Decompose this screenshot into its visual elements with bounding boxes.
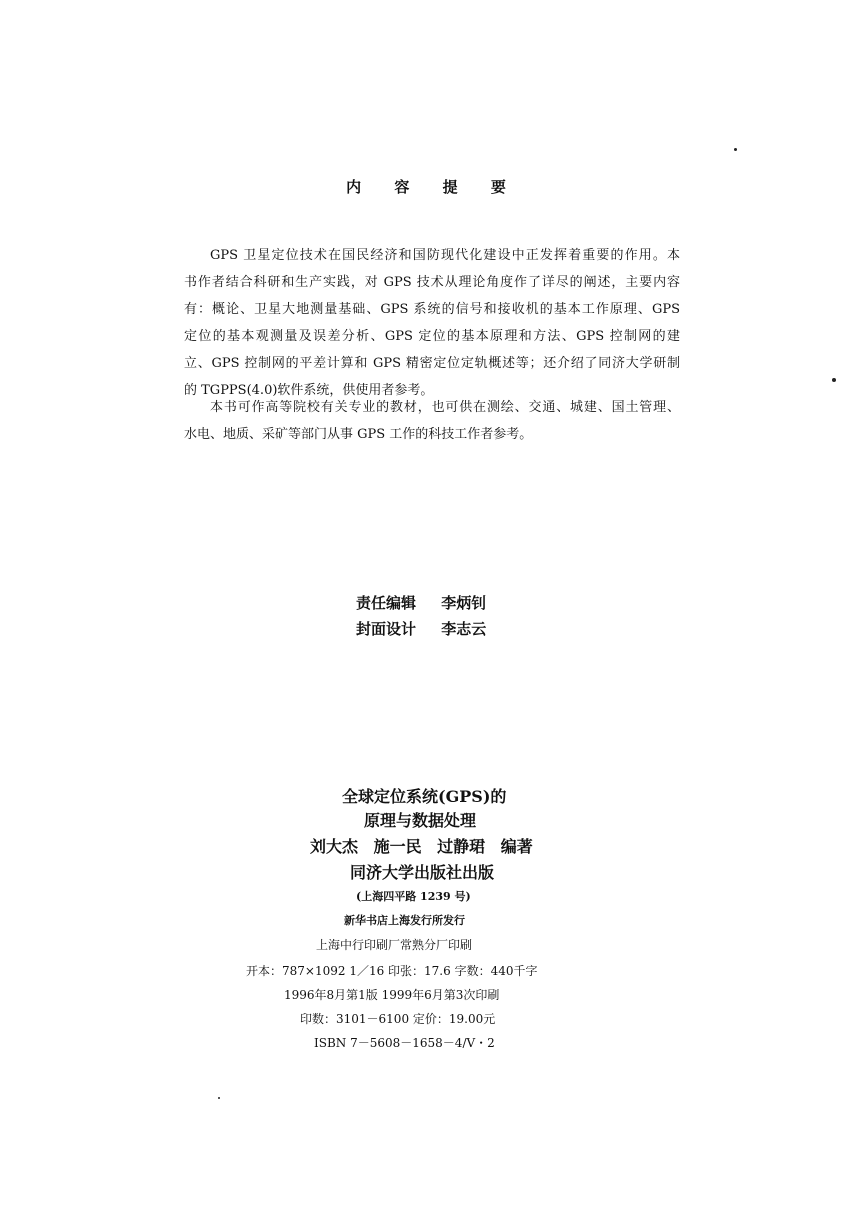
abstract-line: 立、GPS 控制网的平差计算和 GPS 精密定位定轨概述等；还介绍了同济大学研制 bbox=[184, 356, 680, 371]
scan-speck bbox=[218, 1097, 220, 1099]
abstract-line: 本书可作高等院校有关专业的教材，也可供在测绘、交通、城建、国土管理、 bbox=[210, 400, 680, 415]
abstract-paragraph-2 bbox=[184, 394, 680, 448]
abstract-line: 的 TGPPS(4.0)软件系统，供使用者参考。 bbox=[184, 383, 434, 398]
book-subtitle: 原理与数据处理 bbox=[364, 811, 477, 830]
book-title: 全球定位系统(GPS)的 bbox=[342, 787, 507, 806]
print-run-price-line: 印数：3101－6100 定价：19.00元 bbox=[300, 1012, 496, 1026]
scan-speck bbox=[734, 148, 737, 151]
credit-row-editor bbox=[356, 590, 486, 616]
credits-block bbox=[356, 590, 486, 642]
format-line: 开本：787×1092 1／16 印张：17.6 字数：440千字 bbox=[246, 964, 538, 978]
abstract-paragraph-1 bbox=[184, 242, 680, 404]
credit-name: 李志云 bbox=[441, 620, 487, 638]
scan-speck bbox=[832, 378, 836, 382]
publisher-address: (上海四平路 1239 号) bbox=[356, 890, 471, 903]
abstract-line: 定位的基本观测量及误差分析、GPS 定位的基本原理和方法、GPS 控制网的建 bbox=[184, 329, 680, 344]
page-heading: 内 容 提 要 bbox=[346, 178, 520, 196]
distributor-line: 新华书店上海发行所发行 bbox=[344, 914, 465, 927]
credit-row-cover-design bbox=[356, 616, 486, 642]
authors-line: 刘大杰 施一民 过静珺 编著 bbox=[310, 837, 533, 856]
abstract-line: 水电、地质、采矿等部门从事 GPS 工作的科技工作者参考。 bbox=[184, 427, 533, 442]
credit-role: 责任编辑 bbox=[356, 594, 417, 612]
abstract-line: 有：概论、卫星大地测量基础、GPS 系统的信号和接收机的基本工作原理、GPS bbox=[184, 302, 680, 317]
printer-line: 上海中行印刷厂常熟分厂印刷 bbox=[316, 938, 473, 952]
credit-role: 封面设计 bbox=[356, 620, 417, 638]
abstract-line: GPS 卫星定位技术在国民经济和国防现代化建设中正发挥着重要的作用。本 bbox=[210, 248, 680, 263]
isbn-line: ISBN 7－5608－1658－4/V・2 bbox=[314, 1036, 495, 1050]
credit-name: 李炳钊 bbox=[441, 594, 487, 612]
abstract-line: 书作者结合科研和生产实践，对 GPS 技术从理论角度作了详尽的阐述，主要内容 bbox=[184, 275, 680, 290]
publisher-line: 同济大学出版社出版 bbox=[350, 863, 495, 882]
edition-line: 1996年8月第1版 1999年6月第3次印刷 bbox=[284, 988, 500, 1002]
